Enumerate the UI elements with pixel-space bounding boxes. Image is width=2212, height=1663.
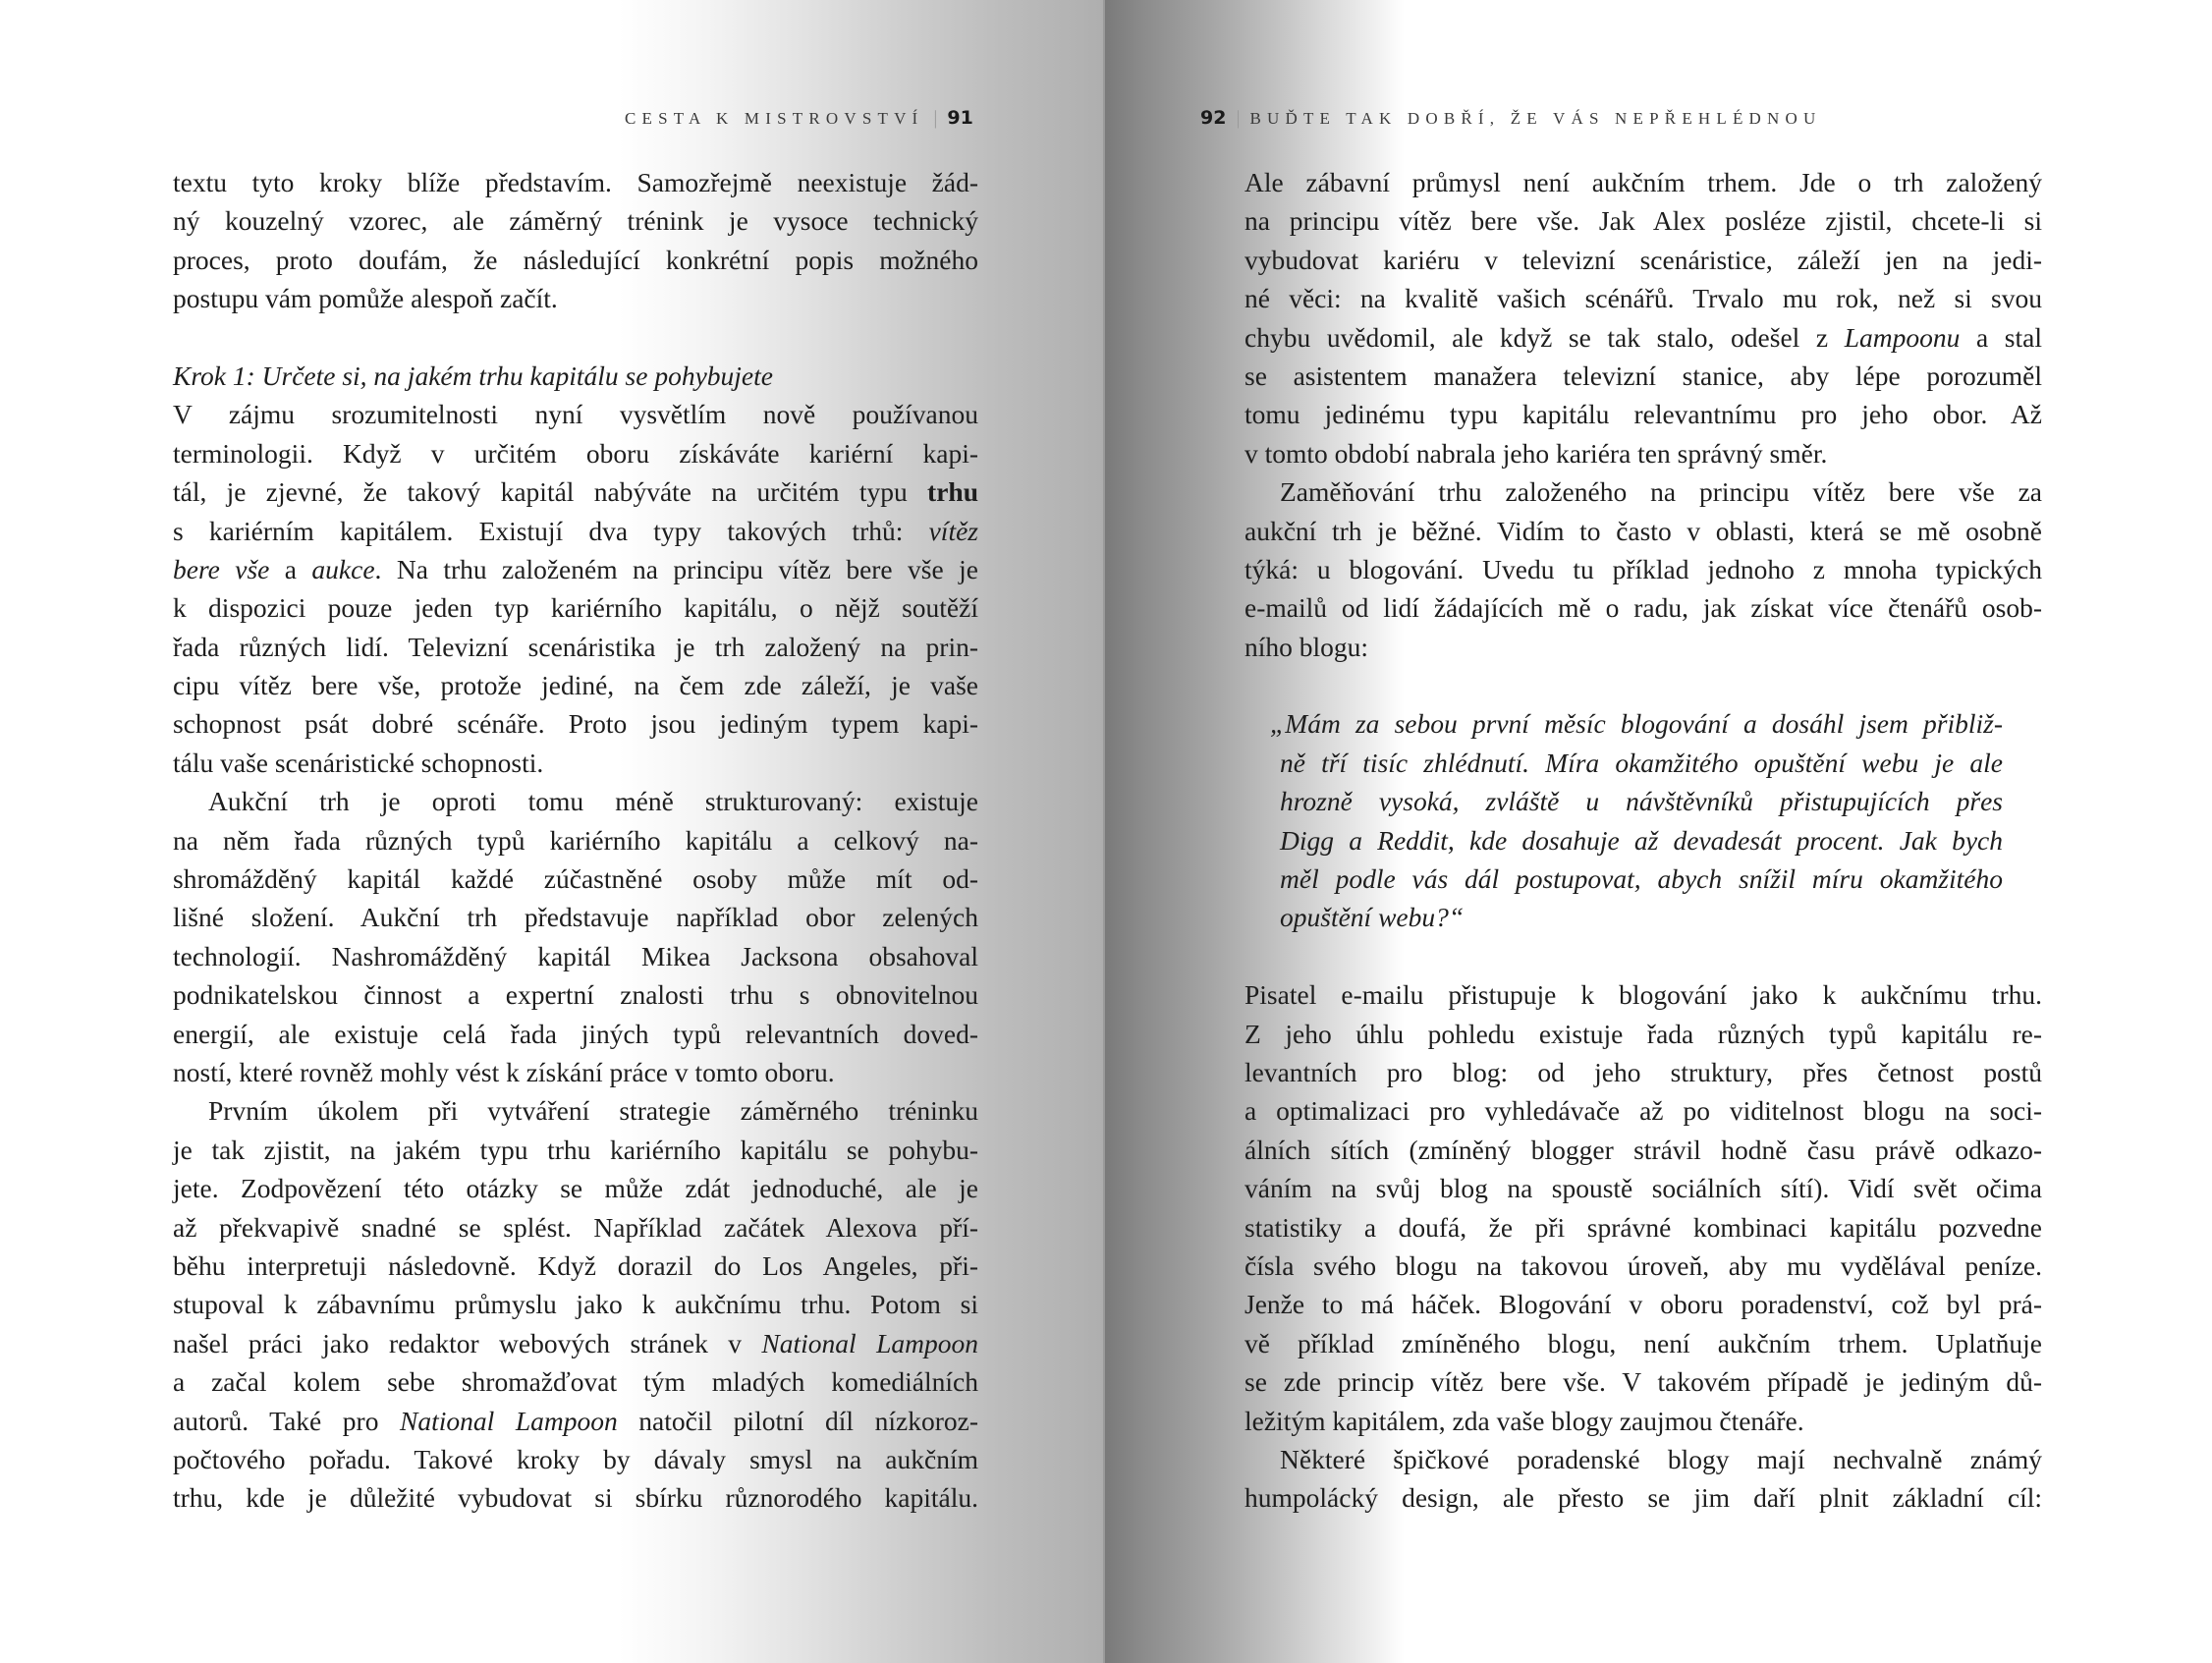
text-line — [1244, 588, 2042, 627]
text-segment: schopnost psát dobré scénáře. Proto jsou jediným typem kapi- — [173, 708, 978, 740]
text-line — [173, 279, 978, 317]
text-segment: . Na trhu založeném na principu vítěz bere vše je — [374, 553, 978, 584]
text-segment: našel práci jako redaktor webových stránek v — [173, 1327, 762, 1358]
text-line — [173, 628, 978, 666]
text-line — [1244, 357, 2042, 395]
text-line — [173, 434, 978, 472]
text-segment: se asistentem manažera televizní stanice, aby lépe porozuměl — [1244, 360, 2042, 391]
text-segment: textu tyto kroky blíže představím. Samozřejmě neexistuje žád- — [173, 167, 978, 197]
text-line — [1280, 782, 2003, 820]
text-segment: „Mám za sebou první měsíc blogování a dosáhl jsem přibliž- — [1270, 708, 2003, 740]
text-line — [173, 1247, 978, 1285]
text-segment: Digg a Reddit, kde dosahuje až devadesát procent. Jak bych — [1280, 824, 2003, 856]
text-segment: natočil pilotní díl nízkoroz- — [617, 1405, 978, 1436]
text-segment: jete. Zodpovězení této otázky se může zdát jednoduché, ale je — [173, 1173, 978, 1204]
text-segment: ností, které rovněž mohly vést k získání práce v tomto oboru. — [173, 1056, 835, 1087]
text-line — [1244, 1285, 2042, 1323]
text-line — [1280, 821, 2003, 859]
text-line — [1244, 1169, 2042, 1207]
text-line — [1244, 1478, 2042, 1517]
running-head-separator: | — [1236, 107, 1241, 129]
text-line — [173, 550, 978, 588]
text-line — [173, 395, 978, 433]
italic-text: National Lampoon — [400, 1405, 618, 1436]
text-line — [1244, 1402, 2042, 1440]
text-segment: počtového pořadu. Takové kroky by dávaly smysl na aukčním — [173, 1443, 978, 1474]
text-segment: vybudovat kariéru v televizní scenáristice, záleží jen na jedi- — [1244, 244, 2042, 275]
text-line — [173, 1169, 978, 1207]
text-segment: tál, je zjevné, že takový kapitál nabýváte na určitém typu — [173, 476, 928, 508]
text-segment: k dispozici pouze jeden typ kariérního kapitálu, o nějž soutěží — [173, 592, 978, 624]
right-running-head-title: BUĎTE TAK DOBŘÍ, ŽE VÁS NEPŘEHLÉDNOU — [1249, 109, 1822, 128]
text-line — [173, 1053, 978, 1091]
text-segment: lišné složení. Aukční trh představuje například obor zelených — [173, 902, 978, 933]
text-line — [1244, 241, 2042, 279]
text-segment: Zaměňování trhu založeného na principu vítěz bere vše za — [1280, 476, 2042, 508]
text-line — [1244, 1324, 2042, 1362]
text-segment: ního blogu: — [1244, 631, 1369, 662]
text-line — [173, 1478, 978, 1517]
text-segment: Prvním úkolem při vytváření strategie záměrného tréninku — [208, 1095, 978, 1127]
blank-line — [1244, 937, 2042, 975]
text-segment: ný kouzelný vzorec, ale záměrný trénink je vysoce technický — [173, 205, 978, 237]
text-segment: běhu interpretuji následovně. Když dorazil do Los Angeles, při- — [173, 1249, 978, 1281]
text-segment: podnikatelskou činnost a expertní znalosti trhu s obnovitelnou — [173, 979, 978, 1011]
text-segment: a optimalizaci pro vyhledávače až po viditelnost blogu na soci- — [1244, 1095, 2042, 1127]
text-line — [1244, 1362, 2042, 1401]
text-segment: tomu jedinému typu kapitálu relevantnímu pro jeho obor. Až — [1244, 399, 2042, 430]
text-line — [1244, 472, 2042, 511]
text-line — [173, 821, 978, 859]
text-segment: a začal kolem sebe shromažďovat tým mladých komediálních — [173, 1366, 978, 1398]
text-line — [173, 666, 978, 704]
blank-line — [1244, 666, 2042, 704]
right-page — [1105, 0, 2212, 1663]
text-segment: e-mailů od lidí žádajících mě o radu, jak získat více čtenářů osob- — [1244, 592, 2042, 624]
text-line — [1244, 1247, 2042, 1285]
text-line — [1244, 1208, 2042, 1247]
book-gutter — [1103, 0, 1105, 1663]
text-line — [1244, 1091, 2042, 1130]
left-text-column — [173, 163, 978, 1518]
blockquote-email — [1244, 704, 2042, 936]
left-page — [0, 0, 1105, 1663]
text-line — [173, 975, 978, 1014]
text-segment: autorů. Také pro — [173, 1405, 400, 1436]
text-segment: na principu vítěz bere vše. Jak Alex posléze zjistil, chcete-li si — [1244, 205, 2042, 237]
section-heading — [173, 357, 978, 395]
text-segment: a — [269, 553, 312, 584]
text-segment: energií, ale existuje celá řada jiných typů relevantních doved- — [173, 1018, 978, 1049]
text-line — [1270, 704, 2003, 743]
right-body-after-quote — [1244, 937, 2042, 1518]
text-line — [1244, 512, 2042, 550]
text-line — [173, 859, 978, 898]
text-segment: statistiky a doufá, že při správné kombinaci kapitálu pozvedne — [1244, 1211, 2042, 1243]
italic-text: vítěz — [928, 515, 978, 546]
blank-line — [173, 318, 978, 357]
text-segment: stupoval k zábavnímu průmyslu jako k aukčnímu trhu. Potom si — [173, 1289, 978, 1320]
text-segment: hrozně vysoká, zvláště u návštěvníků přistupujících přes — [1280, 786, 2003, 817]
text-line — [173, 1131, 978, 1169]
text-line — [1280, 859, 2003, 898]
text-segment: né věci: na kvalitě vašich scénářů. Trvalo mu rok, než si svou — [1244, 283, 2042, 314]
text-segment: technologií. Nashromážděný kapitál Mikea Jacksona obsahoval — [173, 940, 978, 971]
italic-text: National Lampoon — [761, 1327, 978, 1358]
text-segment: na něm řada různých typů kariérního kapitálu a celkový na- — [173, 824, 978, 856]
text-line — [173, 1208, 978, 1247]
text-line — [1244, 201, 2042, 240]
text-line — [173, 704, 978, 743]
text-line — [173, 472, 978, 511]
right-body-before-quote — [1244, 163, 2042, 704]
text-line — [1244, 1131, 2042, 1169]
text-segment: Aukční trh je oproti tomu méně strukturovaný: existuje — [208, 786, 978, 817]
text-segment: álních sítích (zmíněný blogger strávil hodně času právě odkazo- — [1244, 1134, 2042, 1165]
text-line — [173, 744, 978, 782]
text-segment: ležitým kapitálem, zda vaše blogy zaujmou čtenáře. — [1244, 1405, 1804, 1436]
text-line — [1244, 550, 2042, 588]
text-segment: měl podle vás dál postupovat, abych snížil míru okamžitého — [1280, 863, 2003, 895]
text-line — [173, 937, 978, 975]
text-segment: až překvapivě snadné se splést. Například začátek Alexova pří- — [173, 1211, 978, 1243]
text-segment: Ale zábavní průmysl není aukčním trhem. Jde o trh založený — [1244, 167, 2042, 197]
text-segment: vě příklad zmíněného blogu, není aukčním trhem. Uplatňuje — [1244, 1327, 2042, 1358]
left-page-number: 91 — [947, 107, 973, 129]
text-segment: je tak zjistit, na jakém typu trhu kariérního kapitálu se pohybu- — [173, 1134, 978, 1165]
text-segment: čísla svého blogu na takovou úroveň, aby mu vydělával peníze. — [1244, 1249, 2042, 1281]
text-line — [1244, 318, 2042, 357]
text-segment: proces, proto doufám, že následující konkrétní popis možného — [173, 244, 978, 275]
right-page-number: 92 — [1200, 107, 1227, 129]
italic-text: Lampoonu — [1844, 321, 1961, 353]
text-segment: Některé špičkové poradenské blogy mají nechvalně známý — [1280, 1443, 2042, 1474]
text-line — [173, 1091, 978, 1130]
text-line — [1280, 898, 2003, 936]
text-line — [1244, 975, 2042, 1014]
text-line — [173, 1440, 978, 1478]
text-segment: trhu, kde je důležité vybudovat si sbírku různorodého kapitálu. — [173, 1482, 978, 1514]
right-text-column — [1244, 163, 2042, 1518]
text-line — [1244, 1053, 2042, 1091]
text-segment: ně tří tisíc zhlédnutí. Míra okamžitého opuštění webu je ale — [1280, 747, 2003, 778]
text-line — [1244, 395, 2042, 433]
text-line — [173, 512, 978, 550]
text-line — [1244, 279, 2042, 317]
text-segment: Krok 1: Určete si, na jakém trhu kapitálu se pohybujete — [173, 360, 773, 391]
text-segment: chybu uvědomil, ale když se tak stalo, odešel z — [1244, 321, 1845, 353]
text-line — [173, 201, 978, 240]
text-segment: cipu vítěz bere vše, protože jediné, na čem zde záleží, je vaše — [173, 670, 978, 701]
text-line — [1244, 1440, 2042, 1478]
text-segment: postupu vám pomůže alespoň začít. — [173, 283, 558, 314]
text-segment: a stal — [1960, 321, 2042, 353]
text-segment: terminologii. Když v určitém oboru získáváte kariérní kapi- — [173, 437, 978, 469]
text-segment: týká: u blogování. Uvedu tu příklad jednoho z mnoha typických — [1244, 553, 2042, 584]
text-line — [173, 1015, 978, 1053]
italic-text: bere vše — [173, 553, 270, 584]
text-segment: Jenže to má háček. Blogování v oboru poradenství, což byl prá- — [1244, 1289, 2042, 1320]
text-segment: shromážděný kapitál každé zúčastněné osoby může mít od- — [173, 863, 978, 895]
text-line — [173, 163, 978, 201]
text-segment: opuštění webu?“ — [1280, 902, 1465, 933]
text-line — [173, 1402, 978, 1440]
text-segment: levantních pro blog: od jeho struktury, přes četnost postů — [1244, 1056, 2042, 1087]
text-segment: V zájmu srozumitelnosti nyní vysvětlím nově používanou — [173, 399, 978, 430]
text-line — [173, 898, 978, 936]
text-line — [173, 1362, 978, 1401]
text-line — [173, 241, 978, 279]
text-segment: humpolácký design, ale přesto se jim daří plnit základní cíl: — [1244, 1482, 2042, 1514]
right-running-head — [1200, 105, 1821, 131]
text-segment: tálu vaše scenáristické schopnosti. — [173, 747, 544, 778]
text-line — [1244, 628, 2042, 666]
text-segment: váním na svůj blog na spoustě sociálních sítí). Vidí svět očima — [1244, 1173, 2042, 1204]
italic-text: aukce — [311, 553, 375, 584]
text-line — [1244, 163, 2042, 201]
text-line — [1244, 1015, 2042, 1053]
text-line — [1280, 744, 2003, 782]
left-running-head-title: CESTA K MISTROVSTVÍ — [625, 109, 924, 128]
left-running-head — [625, 105, 973, 131]
text-segment: se zde princip vítěz bere vše. V takovém případě je jediným dů- — [1244, 1366, 2042, 1398]
text-line — [173, 1285, 978, 1323]
text-segment: aukční trh je běžné. Vidím to často v oblasti, která se mě osobně — [1244, 515, 2042, 546]
running-head-separator: | — [933, 107, 938, 129]
text-segment: v tomto období nabrala jeho kariéra ten správný směr. — [1244, 437, 1828, 469]
text-segment: Z jeho úhlu pohledu existuje řada různých typů kapitálu re- — [1244, 1018, 2042, 1049]
text-line — [1244, 434, 2042, 472]
text-segment: řada různých lidí. Televizní scenáristika je trh založený na prin- — [173, 631, 978, 662]
text-line — [173, 588, 978, 627]
text-segment: Pisatel e-mailu přistupuje k blogování jako k aukčnímu trhu. — [1244, 979, 2042, 1011]
bold-text: trhu — [927, 476, 978, 508]
text-line — [173, 782, 978, 820]
text-line — [173, 1324, 978, 1362]
text-segment: s kariérním kapitálem. Existují dva typy takových trhů: — [173, 515, 929, 546]
